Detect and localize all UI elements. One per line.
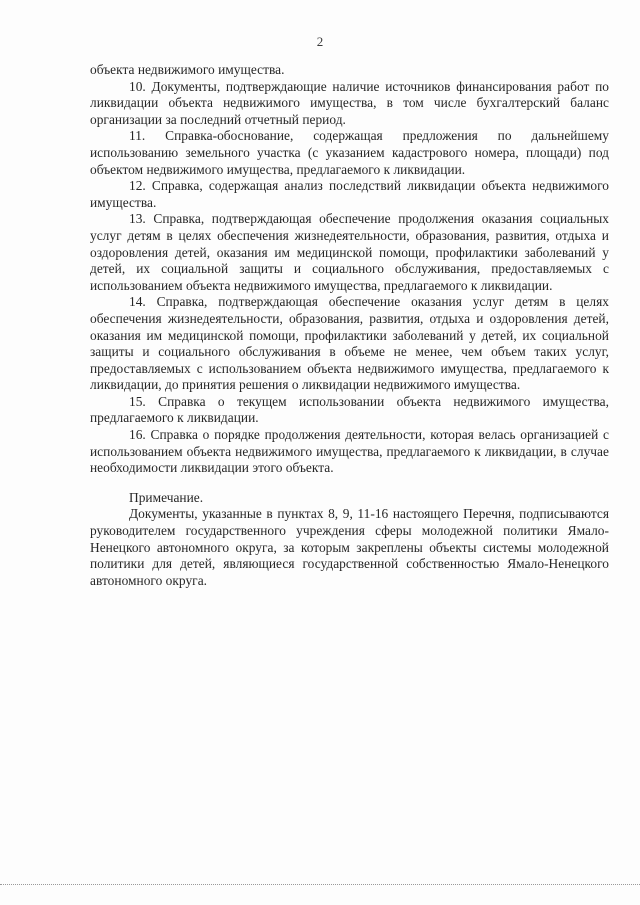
paragraph-item-15: 15. Справка о текущем использовании объекта недвижимого имущества, предлагаемого к ликвидации. [90,393,609,426]
paragraph-item-11: 11. Справка-обоснование, содержащая предложения по дальнейшему использованию земельного участка (с указанием кадастрового номера, площади) под объектом недвижимого имущества, предлагаемого к ликвидации. [90,128,609,177]
document-body [90,62,609,589]
paragraph-item-12: 12. Справка, содержащая анализ последствий ликвидации объекта недвижимого имущества. [90,178,609,210]
paragraph-item-13: 13. Справка, подтверждающая обеспечение продолжения оказания социальных услуг детям в целях обеспечения жизнедеятельности, образования, развития, отдыха и оздоровления детей, оказания им медицинской помощи, профилактики заболеваний у детей, их социальной защиты и социального обслуживания, предоставляемых с использованием объекта недвижимого имущества, предлагаемого к ликвидации. [90,211,609,293]
page-number: 2 [316,34,324,49]
note-block [90,490,609,590]
paragraph-item-16: 16. Справка о порядке продолжения деятельности, которая велась организацией с использованием объекта недвижимого имущества, предлагаемого к ликвидации, в случае необходимости ликвидации этого объекта. [90,427,609,476]
paragraph-item-10: 10. Документы, подтверждающие наличие источников финансирования работ по ликвидации объекта недвижимого имущества, в том числе бухгалтерский баланс организации за последний отчетный период. [90,78,609,127]
paragraph-continuation: объекта недвижимого имущества. [90,62,285,77]
note-title: Примечание. [129,489,204,505]
note-text: Документы, указанные в пунктах 8, 9, 11-16 настоящего Перечня, подписываются руководителем государственного учреждения сферы молодежной политики Ямало-Ненецкого автономного округа, за которым закреплены объекты системы молодежной политики для детей, являющиеся государственной собственностью Ямало-Ненецкого автономного округа. [90,506,609,588]
paragraph-item-14: 14. Справка, подтверждающая обеспечение оказания услуг детям в целях обеспечения жизнедеятельности, образования, развития, отдыха и оздоровления детей, оказания им медицинской помощи, профилактики заболеваний у детей, их социальной защиты и социального обслуживания в объеме не менее, чем объем таких услуг, предоставляемых с использованием объекта недвижимого имущества, предлагаемого к ликвидации, до принятия решения о ликвидации недвижимого имущества. [90,294,609,393]
scan-edge-divider [0,884,640,885]
